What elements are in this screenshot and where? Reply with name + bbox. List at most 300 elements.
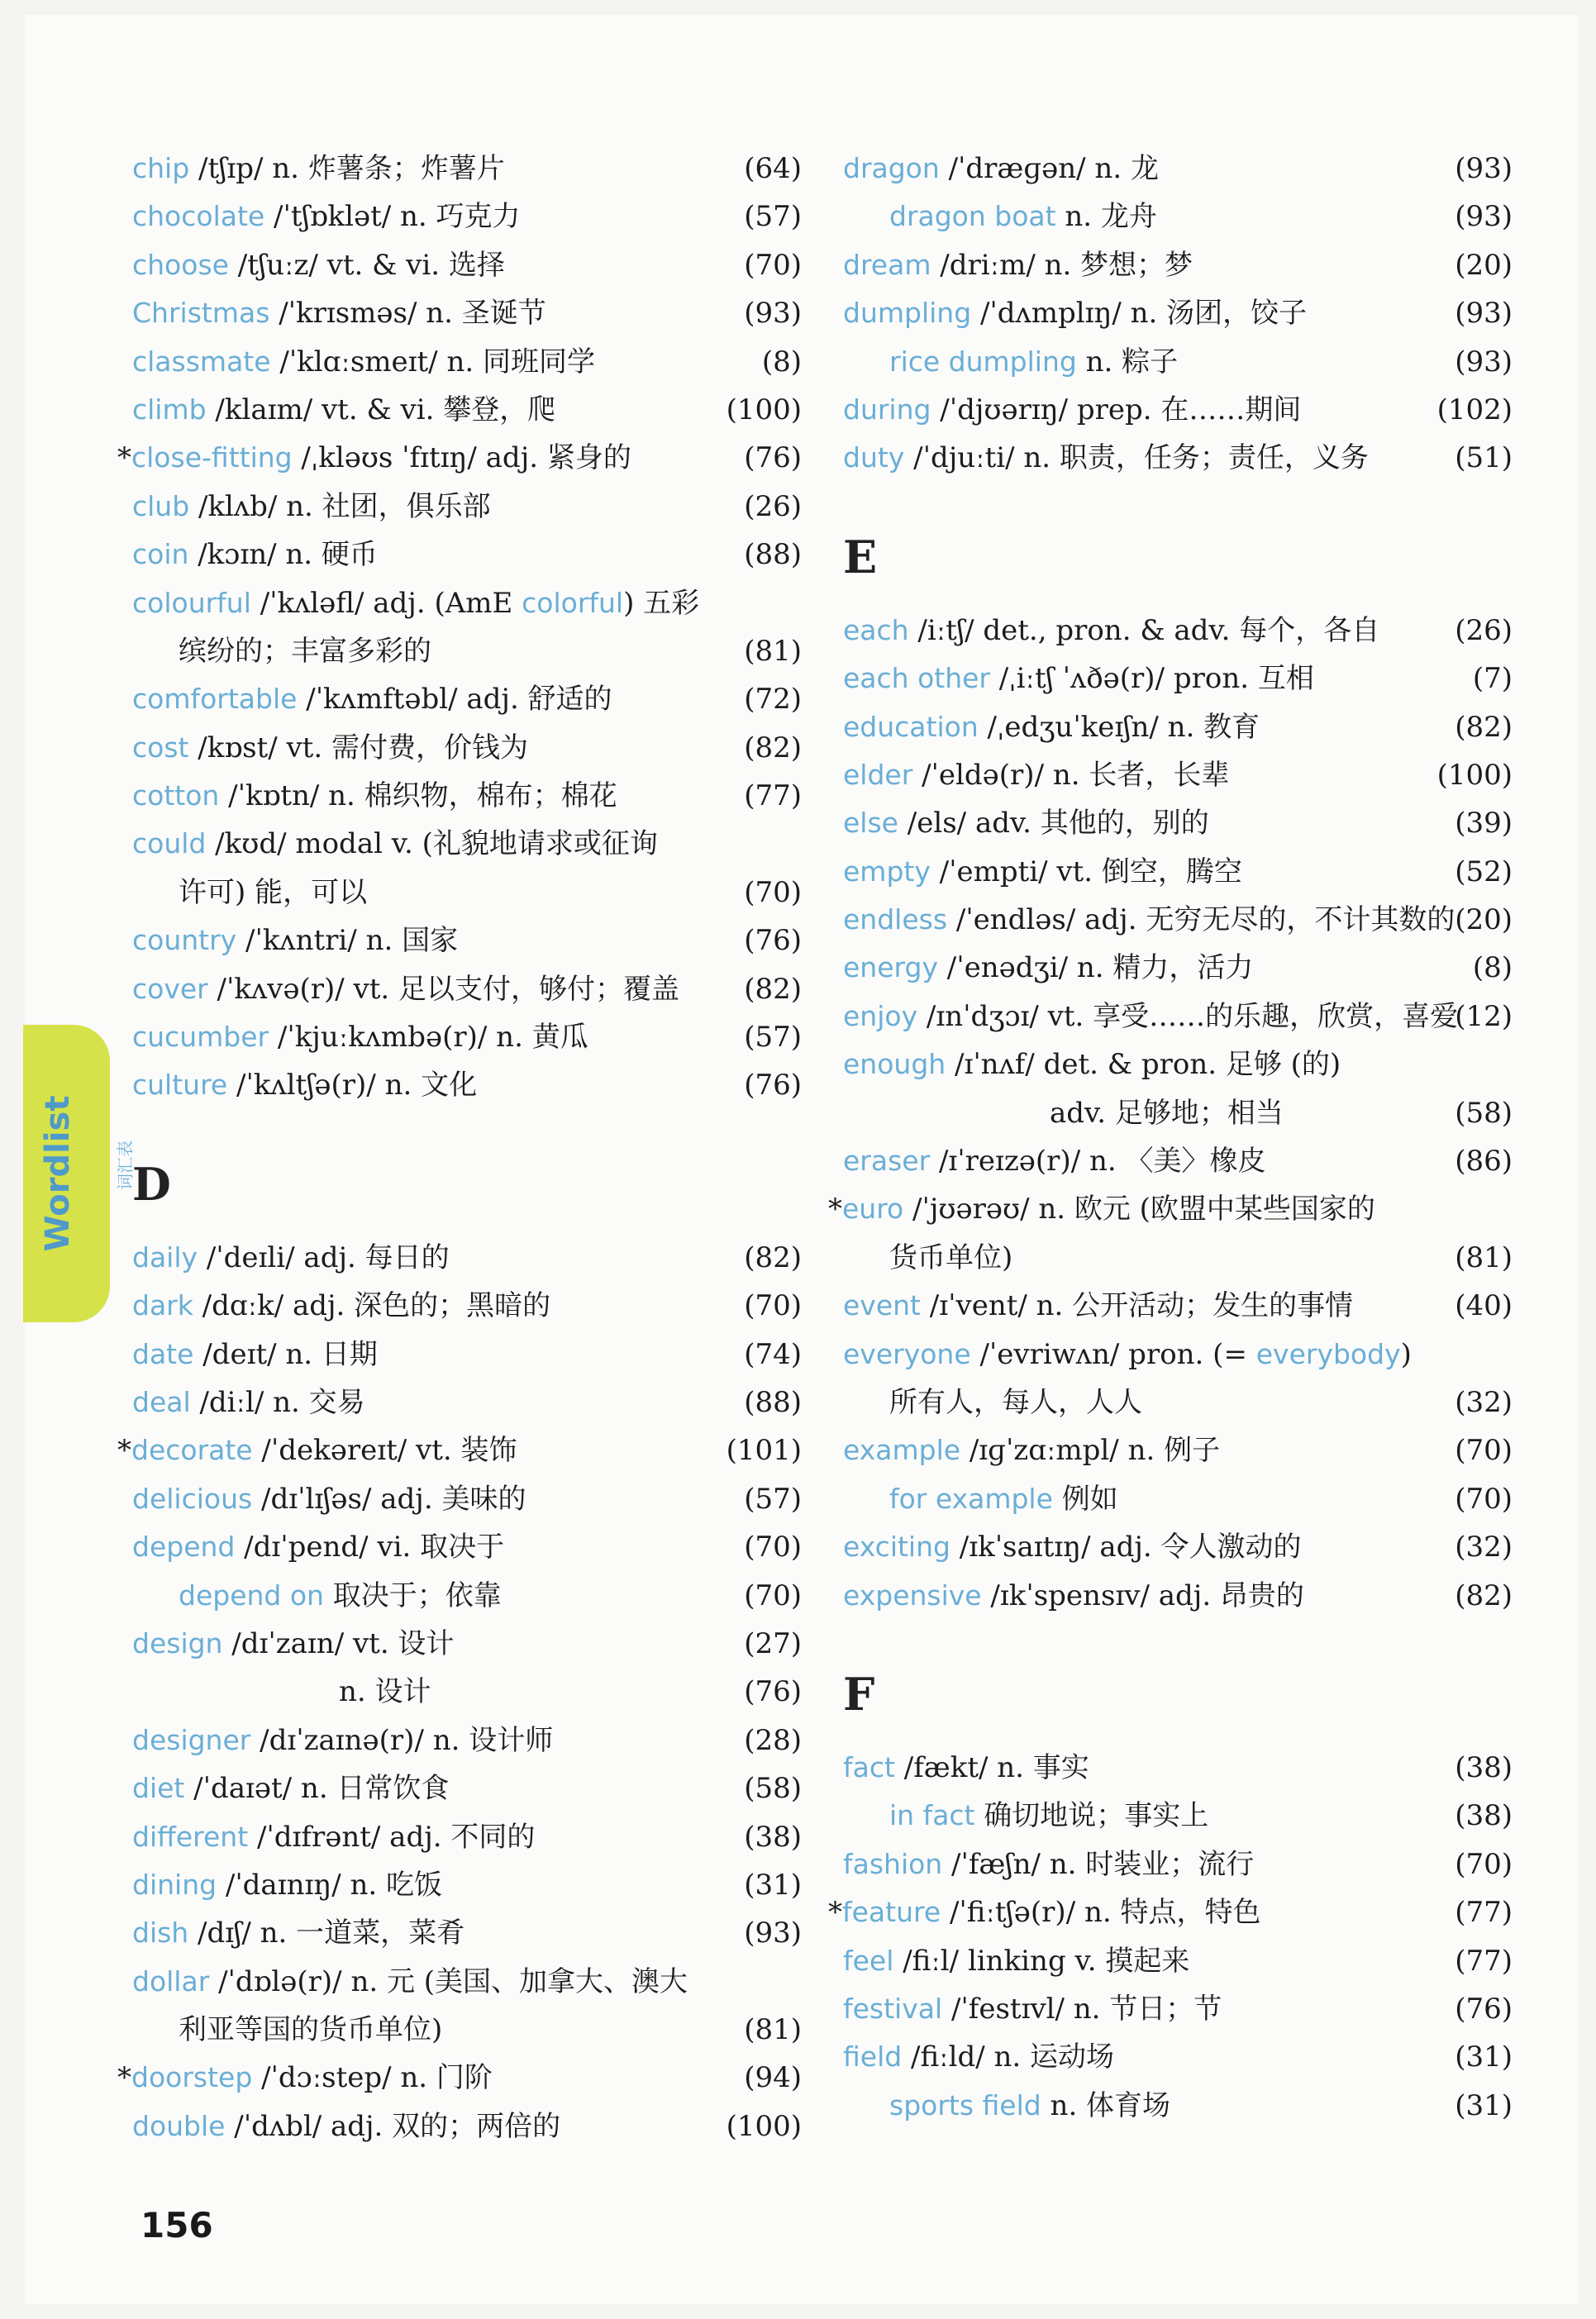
definition: /ˈkjuːkʌmbə(r)/ n. 黄瓜 (269, 1021, 588, 1055)
wordlist-entry (132, 627, 802, 675)
wordlist-entry (132, 1861, 802, 1909)
headword: eraser (843, 1145, 931, 1178)
definition: /kɔɪn/ n. 硬币 (188, 538, 378, 572)
page-reference: (88) (744, 538, 802, 572)
page-reference: (76) (1455, 1992, 1513, 2026)
wordlist-entry (132, 724, 802, 772)
wordlist-entry (132, 145, 802, 193)
wordlist-entry (843, 607, 1513, 655)
definition: 确切地说；事实上 (974, 1799, 1209, 1833)
headword: euro (842, 1193, 904, 1226)
page-reference: (8) (761, 345, 802, 379)
page-reference: (28) (744, 1723, 802, 1757)
headword: for example (889, 1482, 1053, 1515)
wordlist-entry (132, 1475, 802, 1523)
definition: /ˈdɒlə(r)/ n. 元 (美国、加拿大、澳大 (209, 1964, 688, 1998)
entry-text (132, 1234, 450, 1282)
definition: /ˈeldə(r)/ n. 长者，长辈 (912, 758, 1230, 792)
page-reference: (93) (744, 1917, 802, 1950)
wordlist-entry (132, 869, 802, 917)
page-reference: (77) (744, 779, 802, 813)
definition: /ˈkrɪsməs/ n. 圣诞节 (269, 297, 546, 331)
page-reference: (76) (744, 1675, 802, 1709)
headword: design (132, 1626, 223, 1659)
headword: each (843, 613, 909, 646)
page-reference: (31) (744, 1868, 802, 1902)
page-reference: (102) (1436, 393, 1513, 426)
headword: comfortable (132, 683, 298, 716)
page-reference: (32) (1455, 1385, 1513, 1419)
wordlist-entry (843, 751, 1513, 799)
page-number: 156 (141, 2205, 213, 2245)
headword: example (843, 1434, 961, 1467)
definition: /diːl/ n. 交易 (190, 1385, 365, 1419)
page-reference: (82) (744, 1240, 802, 1274)
headword: dream (843, 248, 931, 281)
headword: delicious (132, 1482, 253, 1515)
page-reference: (82) (744, 731, 802, 764)
wordlist-entry (132, 1523, 802, 1571)
page-reference: (39) (1455, 807, 1513, 840)
definition: 例如 (1052, 1482, 1118, 1516)
entry-text (843, 193, 1157, 240)
entry-text (828, 1888, 1260, 1936)
page-reference: (40) (1455, 1289, 1513, 1323)
wordlist-entry (843, 848, 1513, 896)
definition: /deɪt/ n. 日期 (193, 1337, 378, 1371)
definition: /ˈfæʃn/ n. 时装业；流行 (942, 1847, 1255, 1881)
entry-text (843, 993, 1458, 1040)
entry-text (843, 1792, 1208, 1840)
headword: cover (132, 972, 208, 1005)
headword: daily (132, 1240, 198, 1274)
entry-text (843, 1282, 1353, 1330)
star-marker: * (117, 441, 131, 475)
page-reference: (8) (1472, 951, 1513, 985)
wordlist-entry (132, 193, 802, 240)
entry-text (843, 338, 1178, 386)
definition: /ˈdeɪli/ adj. 每日的 (198, 1240, 450, 1274)
page-reference: (82) (1455, 1579, 1513, 1612)
definition: /ˈdekəreɪt/ vt. 装饰 (252, 1434, 517, 1468)
wordlist-entry (132, 917, 802, 964)
definition: /ˌedʒuˈkeɪʃn/ n. 教育 (978, 710, 1260, 744)
headword: designer (132, 1723, 251, 1756)
wordlist-entry (843, 993, 1513, 1040)
definition: /kɒst/ vt. 需付费，价钱为 (188, 731, 528, 764)
headword: chocolate (132, 200, 265, 233)
headword: festival (843, 1992, 943, 2025)
entry-text (843, 289, 1307, 337)
page-reference: (7) (1472, 662, 1513, 696)
star-marker: * (828, 1896, 842, 1930)
entry-text (132, 2102, 560, 2150)
entry-text (132, 1572, 502, 1620)
headword: Christmas (132, 297, 270, 330)
headword: during (843, 393, 931, 426)
page-reference: (93) (1455, 297, 1513, 331)
wordlist-entry (843, 703, 1513, 751)
headword: deal (132, 1385, 191, 1418)
page-reference: (57) (744, 200, 802, 234)
wordlist-entry (843, 944, 1513, 992)
definition: /els/ adv. 其他的，别的 (898, 807, 1209, 840)
entry-text (132, 289, 546, 337)
headword: sports field (889, 2088, 1041, 2121)
headword: elder (843, 758, 913, 791)
entry-text (132, 241, 505, 289)
wordlist-entry (132, 241, 802, 289)
wordlist-entry (843, 1040, 1513, 1088)
definition: /ˈdjʊərɪŋ/ prep. 在……期间 (931, 393, 1302, 426)
entry-text (132, 1061, 477, 1109)
entry-text (132, 1861, 442, 1909)
definition: /ˈtʃɒklət/ n. 巧克力 (264, 200, 521, 234)
definition: /dɪˈzaɪnə(r)/ n. 设计师 (250, 1723, 554, 1757)
entry-text (828, 1185, 1375, 1233)
entry-text (117, 2054, 493, 2102)
headword: colourful (132, 586, 251, 619)
entry-text (132, 1958, 688, 2006)
entry-text (132, 531, 378, 579)
entry-text (843, 1523, 1302, 1571)
entry-text (132, 338, 595, 386)
definition-continued: ) (1400, 1337, 1412, 1371)
wordlist-entry (132, 772, 802, 820)
definition: /driːm/ n. 梦想；梦 (931, 248, 1193, 282)
headword: expensive (843, 1579, 982, 1612)
page-reference: (72) (744, 683, 802, 717)
entry-text: 缤纷的；丰富多彩的 (179, 634, 431, 668)
entry-text (132, 1813, 535, 1861)
entry-text (843, 145, 1159, 193)
page-reference: (31) (1455, 2040, 1513, 2074)
headword: dumpling (843, 297, 972, 330)
headword: feel (843, 1944, 894, 1977)
definition: /ɪˈreɪzə(r)/ n. 〈美〉橡皮 (930, 1145, 1266, 1179)
headword: field (843, 2040, 903, 2074)
wordlist-entry (828, 1888, 1513, 1936)
wordlist-entry (132, 483, 802, 531)
wordlist-entry (132, 1668, 802, 1716)
wordlist-entry (843, 799, 1513, 847)
page-reference: (31) (1455, 2088, 1513, 2122)
entry-text: 许可) 能，可以 (179, 875, 368, 909)
entry-text (132, 675, 612, 723)
headword: decorate (131, 1434, 253, 1467)
wordlist-entry (843, 1985, 1513, 2033)
entry-text (132, 772, 617, 820)
wordlist-entry (843, 1089, 1513, 1137)
wordlist-entry (843, 1744, 1513, 1792)
wordlist-entry (132, 2006, 802, 2054)
headword: rice dumpling (889, 345, 1077, 378)
headword: fact (843, 1750, 895, 1783)
definition: /tʃuːz/ vt. & vi. 选择 (228, 248, 505, 282)
entry-text (843, 2082, 1170, 2130)
entry-text (843, 434, 1369, 482)
definition: /ˈkʌltʃə(r)/ n. 文化 (227, 1069, 478, 1102)
definition: /ɪˈnʌf/ det. & pron. 足够 (的) (946, 1048, 1341, 1082)
entry-text (132, 1764, 449, 1812)
definition: /ˈkɒtn/ n. 棉织物，棉布；棉花 (219, 779, 617, 813)
definition: /dɪˈzaɪn/ vt. 设计 (222, 1626, 455, 1660)
wordlist-entry (132, 675, 802, 723)
wordlist-entry (843, 2033, 1513, 2081)
definition: /ˈdɔːstep/ n. 门阶 (252, 2061, 493, 2095)
wordlist-entry (843, 1572, 1513, 1620)
wordlist-tab-sublabel: 词汇表 (115, 1140, 136, 1190)
entry-text (843, 1426, 1220, 1474)
headword: choose (132, 248, 229, 281)
wordlist-entry (843, 241, 1513, 289)
entry-text (843, 1572, 1304, 1620)
definition: /ˈfiːtʃə(r)/ n. 特点，特色 (941, 1896, 1261, 1930)
page-reference: (70) (1455, 1847, 1513, 1881)
page-reference: (70) (744, 1531, 802, 1564)
page-reference: (58) (744, 1772, 802, 1806)
star-marker: * (828, 1193, 842, 1226)
page-reference: (76) (744, 1069, 802, 1102)
page-reference: (70) (744, 1289, 802, 1323)
page-reference: (12) (1455, 999, 1513, 1033)
page-reference: (52) (1455, 855, 1513, 888)
page-reference: (100) (726, 2109, 802, 2143)
entry-text (843, 655, 1314, 702)
entry-text: 货币单位) (889, 1240, 1013, 1274)
page-reference: (51) (1455, 441, 1513, 475)
entry-text (132, 1909, 465, 1957)
definition: /ˈdɪfrənt/ adj. 不同的 (248, 1820, 536, 1854)
definition: /klʌb/ n. 社团，俱乐部 (189, 489, 491, 523)
headword: energy (843, 951, 938, 984)
wordlist-entry (132, 1909, 802, 1957)
page-reference: (70) (744, 875, 802, 909)
page-reference: (93) (1455, 152, 1513, 185)
wordlist-entry (843, 1137, 1513, 1185)
headword: exciting (843, 1531, 950, 1564)
definition: /ˈenədʒi/ n. 精力，活力 (937, 951, 1254, 985)
headword: endless (843, 903, 948, 936)
d-entries (117, 1234, 802, 2150)
page-reference: (57) (744, 1482, 802, 1516)
headword: duty (843, 441, 905, 474)
entry-text (843, 848, 1242, 896)
wordlist-entry (828, 1185, 1513, 1233)
entry-text: 利亚等国的货币单位) (179, 2013, 443, 2047)
headword: date (132, 1337, 194, 1370)
headword: enough (843, 1048, 946, 1081)
headword: could (132, 827, 207, 860)
definition: /dɪˈpend/ vi. 取决于 (235, 1531, 505, 1564)
headword: doorstep (131, 2061, 253, 2094)
definition: /fiːl/ linking v. 摸起来 (893, 1944, 1190, 1978)
page-reference: (38) (1455, 1750, 1513, 1784)
entry-text (132, 1620, 454, 1668)
definition: /ɪnˈdʒɔɪ/ vt. 享受……的乐趣，欣赏，喜爱 (917, 999, 1459, 1033)
page-reference: (64) (744, 152, 802, 185)
wordlist-entry (843, 2082, 1513, 2130)
entry-text (132, 724, 528, 772)
wordlist-entry (132, 289, 802, 337)
entry-text: adv. 足够地；相当 (1050, 1096, 1284, 1130)
wordlist-entry (843, 1331, 1513, 1379)
wordlist-entry (843, 1379, 1513, 1426)
entry-text (843, 1744, 1089, 1792)
page-reference: (93) (1455, 200, 1513, 234)
headword: cucumber (132, 1021, 269, 1054)
wordlist-entry (132, 1620, 802, 1668)
wordlist-entry (132, 1813, 802, 1861)
wordlist-entry (843, 1523, 1513, 1571)
definition: /ɪkˈspensɪv/ adj. 昂贵的 (981, 1579, 1304, 1612)
section-letter-d: D (132, 1157, 171, 1211)
wordlist-entry (843, 655, 1513, 702)
headword: classmate (132, 345, 271, 378)
page-reference: (26) (1455, 613, 1513, 647)
entry-text (132, 820, 658, 868)
wordlist-entry (843, 1426, 1513, 1474)
entry-text (843, 1937, 1189, 1985)
page-reference: (81) (744, 2013, 802, 2047)
entry-text (132, 1379, 365, 1426)
headword: feature (842, 1896, 941, 1929)
star-marker: * (117, 1434, 131, 1468)
entry-text (132, 1475, 526, 1523)
headword: depend on (179, 1579, 324, 1612)
definition: /kʊd/ modal v. (礼貌地请求或征询 (206, 827, 658, 861)
headword: dark (132, 1289, 193, 1322)
wordlist-entry (132, 1331, 802, 1379)
definition: /ˈfestɪvl/ n. 节日；节 (942, 1992, 1222, 2026)
page-reference: (70) (1455, 1434, 1513, 1468)
definition: /ˈdaɪət/ n. 日常饮食 (184, 1772, 450, 1806)
wordlist-entry (843, 193, 1513, 240)
entry-text: n. 设计 (339, 1675, 431, 1709)
definition-continued: ) 五彩 (623, 586, 700, 620)
headword: event (843, 1289, 921, 1322)
definition: /ˈdʌbl/ adj. 双的；两倍的 (225, 2109, 561, 2143)
page-reference: (70) (744, 1579, 802, 1612)
definition: /ˈjʊərəʊ/ n. 欧元 (欧盟中某些国家的 (903, 1193, 1375, 1226)
entry-text (132, 579, 699, 627)
entry-text (843, 1840, 1254, 1888)
wordlist-entry (132, 1282, 802, 1330)
wordlist-entry (843, 1937, 1513, 1985)
entry-text (843, 2033, 1114, 2081)
entry-text (843, 1475, 1118, 1523)
page-reference: (76) (744, 924, 802, 958)
wordlist-entry (117, 1426, 802, 1474)
definition: n. 龙舟 (1055, 200, 1157, 234)
wordlist-entry (843, 1234, 1513, 1282)
entry-text (843, 1331, 1412, 1379)
headword: enjoy (843, 999, 918, 1032)
headword: in fact (889, 1799, 975, 1832)
page-reference: (20) (1455, 903, 1513, 937)
headword: chip (132, 152, 190, 184)
entry-text (132, 1013, 588, 1061)
entry-text (132, 386, 555, 434)
page-reference: (100) (726, 393, 802, 426)
entry-text (843, 241, 1193, 289)
entry-text (843, 896, 1455, 944)
e-entries (828, 607, 1513, 1620)
entry-text (132, 483, 491, 531)
wordlist-entry (843, 1282, 1513, 1330)
wordlist-entry (843, 386, 1513, 434)
definition: /ˈkʌvə(r)/ vt. 足以支付，够付；覆盖 (207, 972, 680, 1006)
page-reference: (74) (744, 1337, 802, 1371)
definition: n. 粽子 (1076, 345, 1179, 379)
entry-text (843, 703, 1260, 751)
headword: double (132, 2109, 226, 2142)
entry-text: 所有人，每人，人人 (889, 1385, 1142, 1419)
headword: close-fitting (131, 441, 293, 474)
page-reference: (70) (744, 248, 802, 282)
wordlist-entry (843, 434, 1513, 482)
definition: /ˈkʌləfl/ adj. (AmE (250, 586, 522, 620)
entry-text (132, 1717, 553, 1764)
definition: /ˈevriwʌn/ pron. (= (970, 1337, 1256, 1371)
entry-text (132, 1282, 550, 1330)
entry-text (132, 1523, 504, 1571)
entry-text (132, 1331, 378, 1379)
section-letter-e: E (843, 530, 878, 583)
headword: dollar (132, 1964, 210, 1998)
wordlist-entry (132, 2102, 802, 2150)
headword: fashion (843, 1847, 943, 1880)
page-reference: (93) (1455, 345, 1513, 379)
wordlist-entry (117, 2054, 802, 2102)
headword: culture (132, 1069, 228, 1102)
wordlist-entry (132, 1572, 802, 1620)
definition: /ɪɡˈzɑːmpl/ n. 例子 (960, 1434, 1221, 1468)
page-reference: (93) (744, 297, 802, 331)
definition: /ˌiːtʃ ˈʌðə(r)/ pron. 互相 (990, 662, 1314, 696)
entry-text (117, 434, 631, 482)
entry-text (843, 751, 1229, 799)
page-reference: (81) (1455, 1240, 1513, 1274)
right-column (828, 145, 1513, 2130)
definition: /ˈdaɪnɪŋ/ n. 吃饭 (217, 1868, 443, 1902)
entry-text (843, 799, 1209, 847)
entry-text (843, 607, 1379, 655)
headword: dish (132, 1917, 189, 1950)
entry-text (843, 1985, 1222, 2033)
definition: /fækt/ n. 事实 (894, 1750, 1089, 1784)
wordlist-entry (132, 386, 802, 434)
headword: diet (132, 1772, 185, 1805)
definition: /ɪˈvent/ n. 公开活动；发生的事情 (921, 1289, 1354, 1323)
definition: /dɪʃ/ n. 一道菜，菜肴 (188, 1917, 465, 1950)
section-letter-f: F (843, 1667, 875, 1721)
wordlist-entry (843, 1840, 1513, 1888)
headword: country (132, 924, 237, 957)
definition: /fiːld/ n. 运动场 (902, 2040, 1115, 2074)
headword: coin (132, 538, 189, 571)
wordlist-entry (132, 531, 802, 579)
page-reference: (82) (1455, 710, 1513, 744)
star-marker: * (117, 2061, 131, 2095)
wordlist-entry (132, 820, 802, 868)
definition: /ˈdræɡən/ n. 龙 (939, 152, 1159, 185)
entry-text (117, 1426, 517, 1474)
wordlist-entry (132, 965, 802, 1013)
entry-text (843, 1137, 1265, 1185)
headword: education (843, 710, 979, 743)
headword: club (132, 489, 190, 522)
